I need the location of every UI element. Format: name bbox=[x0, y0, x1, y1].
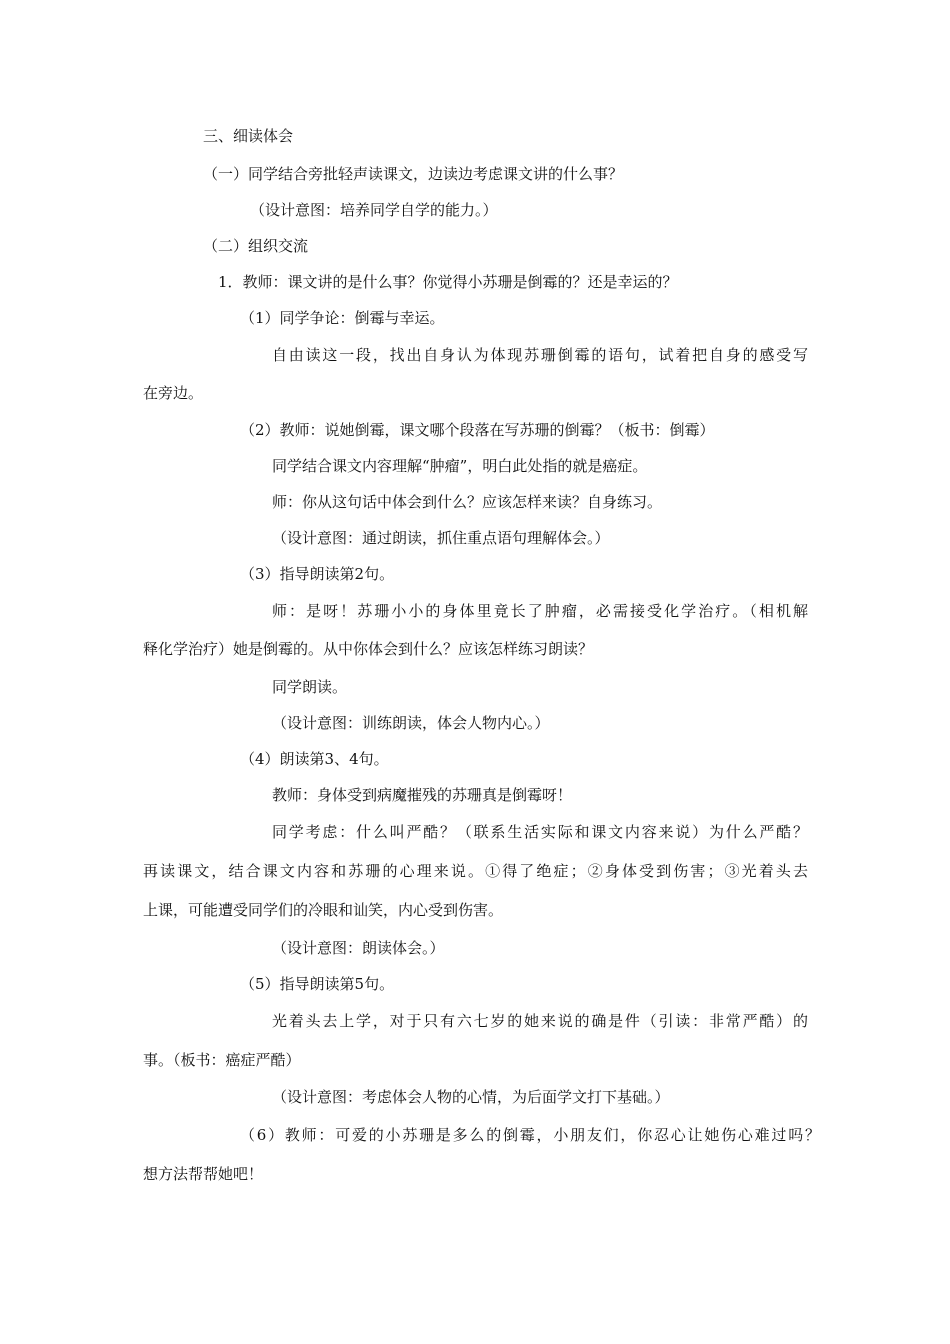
subsection-heading: （二）组织交流 bbox=[203, 237, 309, 255]
design-intent-line: （设计意图：训练朗读，体会人物内心。） bbox=[272, 714, 550, 732]
paragraph-line: 自由读这一段，找出自身认为体现苏珊倒霉的语句，试着把自身的感受写 bbox=[272, 346, 808, 364]
design-intent-line: （设计意图：考虑体会人物的心情，为后面学文打下基础。） bbox=[272, 1088, 670, 1106]
paragraph-line: 1．教师：课文讲的是什么事？你觉得小苏珊是倒霉的？还是幸运的？ bbox=[218, 273, 678, 291]
paragraph-line: 同学朗读。 bbox=[272, 678, 348, 696]
paragraph-line: （5）指导朗读第5句。 bbox=[240, 975, 395, 993]
paragraph-line: （2）教师：说她倒霉，课文哪个段落在写苏珊的倒霉？（板书：倒霉） bbox=[240, 421, 715, 439]
paragraph-line: 师：是呀！苏珊小小的身体里竟长了肿瘤，必需接受化学治疗。（相机解 bbox=[272, 602, 808, 620]
paragraph-line: （3）指导朗读第2句。 bbox=[240, 565, 395, 583]
section-heading: 三、细读体会 bbox=[203, 127, 294, 145]
paragraph-line: 同学结合课文内容理解“肿瘤”，明白此处指的就是癌症。 bbox=[272, 457, 648, 475]
paragraph-line: 释化学治疗）她是倒霉的。从中你体会到什么？应该怎样练习朗读？ bbox=[143, 640, 594, 658]
paragraph-line: 上课，可能遭受同学们的冷眼和讪笑，内心受到伤害。 bbox=[143, 901, 504, 919]
paragraph-line: 想方法帮帮她吧！ bbox=[143, 1165, 264, 1183]
paragraph-line: （6）教师：可爱的小苏珊是多么的倒霉，小朋友们，你忍心让她伤心难过吗？ bbox=[240, 1126, 820, 1144]
paragraph-line: （4）朗读第3、4句。 bbox=[240, 750, 389, 768]
paragraph-line: （1）同学争论：倒霉与幸运。 bbox=[240, 309, 445, 327]
design-intent-line: （设计意图：通过朗读，抓住重点语句理解体会。） bbox=[272, 529, 610, 547]
paragraph-line: 光着头去上学，对于只有六七岁的她来说的确是件（引读：非常严酷）的 bbox=[272, 1012, 808, 1030]
paragraph-line: 事。（板书：癌症严酷） bbox=[143, 1051, 301, 1069]
design-intent-line: （设计意图：培养同学自学的能力。） bbox=[250, 201, 498, 219]
paragraph-line: 师：你从这句话中体会到什么？应该怎样来读？自身练习。 bbox=[272, 493, 663, 511]
paragraph-line: 在旁边。 bbox=[143, 384, 204, 402]
design-intent-line: （设计意图：朗读体会。） bbox=[272, 939, 445, 957]
paragraph-line: 同学考虑：什么叫严酷？（联系生活实际和课文内容来说）为什么严酷？ bbox=[272, 823, 808, 841]
paragraph-line: 再读课文，结合课文内容和苏珊的心理来说。①得了绝症；②身体受到伤害；③光着头去 bbox=[143, 862, 808, 880]
paragraph-line: （一）同学结合旁批轻声读课文，边读边考虑课文讲的什么事？ bbox=[203, 165, 624, 183]
paragraph-line: 教师：身体受到病魔摧残的苏珊真是倒霉呀！ bbox=[272, 786, 573, 804]
